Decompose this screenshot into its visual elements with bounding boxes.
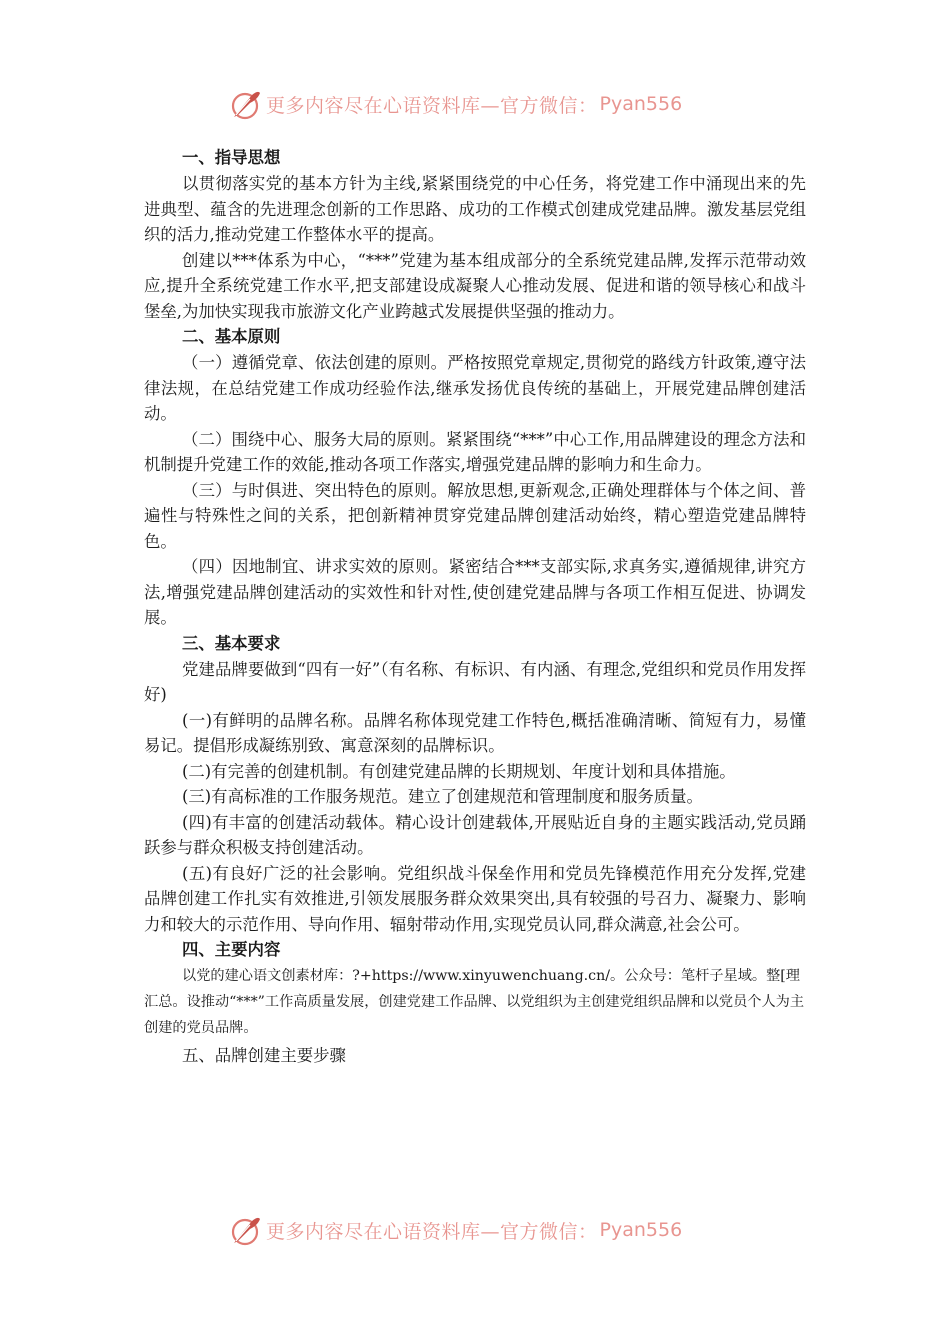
paragraph: （四）因地制宜、讲求实效的原则。紧密结合***支部实际,求真务实,遵循规律,讲究方法,增强党建品牌创建活动的实效性和针对性,使创建党建品牌与各项工作相互促进、协调发展。 (144, 557, 806, 627)
section-heading-2: 二、基本原则 (182, 327, 281, 346)
watermark-text: 更多内容尽在心语资料库—官方微信： (266, 1220, 598, 1243)
section-heading-1: 一、指导思想 (182, 148, 281, 167)
watermark-handle: Pyan556 (599, 93, 683, 115)
watermark-handle: Pyan556 (599, 1219, 683, 1241)
paragraph: (五)有良好广泛的社会影响。党组织战斗保垒作用和党员先锋模范作用充分发挥,党建品牌创建工作扎实有效推进,引领发展服务群众效果突出,具有较强的号召力、凝聚力、影响力和较大的示范作用、导向作用、辐射带动作用,实现党员认同,群众满意,社会公可。 (144, 863, 806, 934)
paragraph: （三）与时俱进、突出特色的原则。解放思想,更新观念,正确处理群体与个体之间、普遍性与特殊性之间的关系，把创新精神贯穿党建品牌创建活动始终，精心塑造党建品牌特色。 (144, 480, 806, 551)
section-heading-3: 三、基本要求 (182, 633, 281, 653)
watermark-header (228, 84, 748, 124)
section-heading-5: 五、品牌创建主要步骤 (182, 1046, 346, 1065)
paragraph: (四)有丰富的创建活动载体。精心设计创建载体,开展贴近自身的主题实践活动,党员踊跃参与群众积极支持创建活动。 (144, 812, 806, 857)
paragraph: (三)有高标准的工作服务规范。建立了创建规范和管理制度和服务质量。 (182, 787, 703, 806)
section-heading-4: 四、主要内容 (182, 940, 281, 959)
paragraph: （一）遵循党章、依法创建的原则。严格按照党章规定,贯彻党的路线方针政策,遵守法律法规，在总结党建工作成功经验作法,继承发扬优良传统的基础上，开展党建品牌创建活动。 (144, 353, 806, 423)
paragraph: （二）围绕中心、服务大局的原则。紧紧围绕“***”中心工作,用品牌建设的理念方法和机制提升党建工作的效能,推动各项工作落实,增强党建品牌的影响力和生命力。 (144, 429, 806, 474)
paragraph: 创建以***体系为中心，“***”党建为基本组成部分的全系统党建品牌,发挥示范带动效应,提升全系统党建工作水平,把支部建设成凝聚人心推动发展、促进和谐的领导核心和战斗堡垒,为加快实现我市旅游文化产业跨越式发展提供坚强的推动力。 (144, 250, 806, 321)
paragraph: 以贯彻落实党的基本方针为主线,紧紧围绕党的中心任务，将党建工作中涌现出来的先进典型、蕴含的先进理念创新的工作思路、成功的工作模式创建成党建品牌。激发基层党组织的活力,推动党建工作整体水平的提高。 (144, 174, 806, 244)
paragraph: 以党的建心语文创素材库：?+https://www.xinyuwenchuang.cn/。公众号：笔杆子星域。整[理汇总。设推动“***”工作高质量发展，创建党建工作品牌、以党组织为主创建党组织品牌和以党员个人为主创建的党员品牌。 (144, 968, 805, 1036)
quill-logo-icon (228, 87, 262, 121)
paragraph: (二)有完善的创建机制。有创建党建品牌的长期规划、年度计划和具体措施。 (182, 761, 736, 781)
quill-logo-icon (228, 1213, 262, 1247)
paragraph: 党建品牌要做到“四有一好”（有名称、有标识、有内涵、有理念,党组织和党员作用发挥好) (144, 659, 806, 704)
watermark-footer (228, 1210, 748, 1250)
watermark-text: 更多内容尽在心语资料库—官方微信： (266, 94, 598, 117)
document-body (144, 145, 806, 1069)
paragraph: (一)有鲜明的品牌名称。品牌名称体现党建工作特色,概括准确清晰、简短有力，易懂易记。提倡形成凝练别致、寓意深刻的品牌标识。 (144, 710, 806, 755)
